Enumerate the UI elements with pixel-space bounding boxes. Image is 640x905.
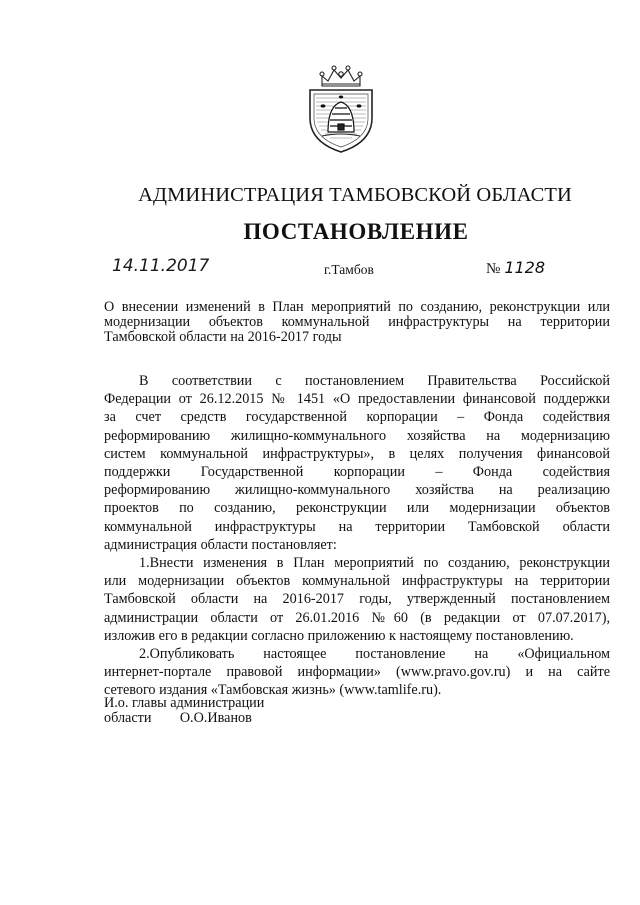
subject-line: О внесении изменений в План мероприятий по созданию, реконструкции или <box>104 299 610 315</box>
number-value: 1128 <box>504 258 546 277</box>
body-line: Тамбовской области на 2016-2017 годы, утвержденный постановлением <box>104 591 610 608</box>
body-line: поддержки Государственной корпорации – Фонда содействия <box>104 464 610 481</box>
body-line: В соответствии с постановлением Правительства Российской <box>139 373 610 389</box>
document-body <box>104 372 610 700</box>
signature-block <box>104 696 264 726</box>
body-line: сетевого издания «Тамбовская жизнь» (www.tamlife.ru). <box>104 682 442 699</box>
document-type-title: ПОСТАНОВЛЕНИЕ <box>243 219 469 244</box>
signer-title-line1: И.о. главы администрации <box>104 695 265 711</box>
signer-title-line2 <box>104 711 264 726</box>
body-line: администрация области постановляет: <box>104 536 337 553</box>
body-line: 2.Опубликовать настоящее постановление на «Официальном <box>139 646 610 663</box>
document-date: 14.11.2017 <box>112 256 210 276</box>
document-number <box>486 258 545 278</box>
body-line: коммунальной инфраструктуры на территории Тамбовской области <box>104 518 610 535</box>
subject-line: модернизации объектов коммунальной инфраструктуры на территории <box>104 314 610 330</box>
body-line: 1.Внести изменения в План мероприятий по созданию, реконструкции <box>139 555 610 572</box>
document-subject <box>104 300 610 345</box>
body-line: за счет средств государственной корпорации – Фонда содействия <box>104 409 610 426</box>
signer-title-area: области <box>104 710 152 726</box>
organization-name: АДМИНИСТРАЦИЯ ТАМБОВСКОЙ ОБЛАСТИ <box>138 184 572 206</box>
body-line: или модернизации объектов коммунальной инфраструктуры на территории <box>104 573 610 590</box>
signer-spacer <box>151 710 179 726</box>
number-sign: № <box>486 261 501 277</box>
body-line: проектов по созданию, реконструкции или модернизации объектов <box>104 500 610 517</box>
body-line: Федерации от 26.12.2015 № 1451 «О предоставлении финансовой поддержки <box>104 391 610 408</box>
document-city: г.Тамбов <box>324 262 374 277</box>
coat-of-arms-icon <box>298 62 384 154</box>
subject-line: Тамбовской области на 2016-2017 годы <box>104 329 342 345</box>
body-line: систем коммунальной инфраструктуры», в целях получения финансовой <box>104 445 610 462</box>
body-line: реформированию жилищно-коммунального хозяйства на реализацию <box>104 482 610 499</box>
signer-name: О.О.Иванов <box>179 710 252 726</box>
body-line: изложив его в редакции согласно приложению к настоящему постановлению. <box>104 627 574 644</box>
body-line: реформированию жилищно-коммунального хозяйства на модернизацию <box>104 427 610 444</box>
body-line: интернет-портале правовой информации» (www.pravo.gov.ru) и на сайте <box>104 664 610 681</box>
body-line: администрации области от 26.01.2016 №60 (в редакции от 07.07.2017), <box>104 609 610 626</box>
